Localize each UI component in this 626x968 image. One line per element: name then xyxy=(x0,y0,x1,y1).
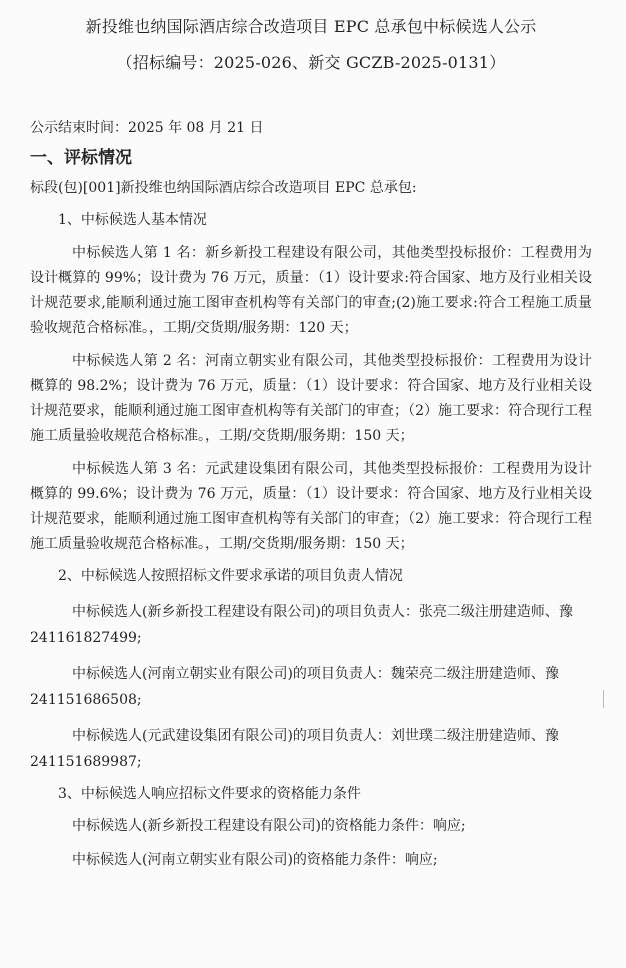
project-leader-text: 中标候选人(新乡新投工程建设有限公司)的项目负责人：张亮二级注册建造师、豫 xyxy=(72,604,573,620)
candidate-3-paragraph: 中标候选人第 3 名：元武建设集团有限公司，其他类型投标报价：工程费用为设计概算的 99.6%；设计费为 76 万元，质量：（1）设计要求：符合国家、地方及行业相关设计规范要求，能顺利通过施工图审查机构等有关部门的审查；（2）施工要求：符合现行工程施工质量验收规范合格标准。，工期/交货期/服务期：150 天； xyxy=(30,461,592,552)
registration-number: 241161827499; xyxy=(30,630,142,646)
project-leader-text: 中标候选人(河南立朝实业有限公司)的项目负责人：魏荣亮二级注册建造师、豫 xyxy=(72,666,559,682)
registration-number: 241151689987; xyxy=(30,754,142,770)
section-heading-evaluation: 一、评标情况 xyxy=(30,148,132,168)
document-title: 新投维也纳国际酒店综合改造项目 EPC 总承包中标候选人公示 xyxy=(85,17,537,36)
qualification-paragraph: 中标候选人(新乡新投工程建设有限公司)的资格能力条件：响应; xyxy=(72,818,466,834)
scan-margin-mark xyxy=(603,690,604,708)
project-leader-text: 中标候选人(元武建设集团有限公司)的项目负责人：刘世璞二级注册建造师、豫 xyxy=(72,728,559,744)
qualification-paragraph: 中标候选人(河南立朝实业有限公司)的资格能力条件：响应; xyxy=(72,852,438,868)
project-leader-paragraph xyxy=(30,723,592,775)
lot-description: 标段(包)[001]新投维也纳国际酒店综合改造项目 EPC 总承包: xyxy=(30,180,417,196)
subsection-heading-qualifications: 3、中标候选人响应招标文件要求的资格能力条件 xyxy=(58,786,361,802)
candidate-1-paragraph: 中标候选人第 1 名：新乡新投工程建设有限公司，其他类型投标报价：工程费用为设计概算的 99%；设计费为 76 万元，质量：（1）设计要求:符合国家、地方及行业相关设计规范要求,能顺利通过施工图审查机构等有关部门的审查;(2)施工要求:符合工程施工质量验收规范合格标准。，工期/交货期/服务期：120 天； xyxy=(30,245,592,336)
registration-number: 241151686508; xyxy=(30,692,142,708)
project-leader-paragraph xyxy=(30,661,592,713)
subsection-heading-project-leaders: 2、中标候选人按照招标文件要求承诺的项目负责人情况 xyxy=(58,568,403,584)
project-leader-paragraph xyxy=(30,599,592,651)
candidate-2-paragraph: 中标候选人第 2 名：河南立朝实业有限公司，其他类型投标报价：工程费用为设计概算的 98.2%；设计费为 76 万元，质量：（1）设计要求：符合国家、地方及行业相关设计规范要求，能顺利通过施工图审查机构等有关部门的审查；（2）施工要求：符合现行工程施工质量验收规范合格标准。，工期/交货期/服务期：150 天； xyxy=(30,353,592,444)
tender-number: （招标编号：2025-026、新交 GCZB-2025-0131） xyxy=(116,53,506,72)
publicity-end-time: 公示结束时间：2025 年 08 月 21 日 xyxy=(30,120,264,136)
subsection-heading-basic-info: 1、中标候选人基本情况 xyxy=(58,212,207,228)
